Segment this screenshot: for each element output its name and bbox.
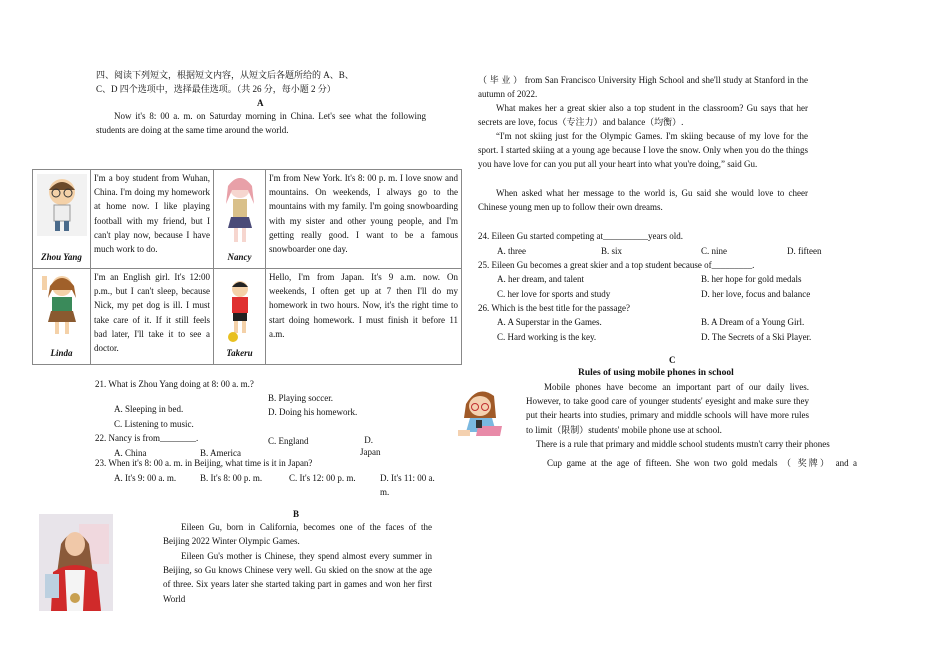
- question-21-option-b[interactable]: B. Playing soccer.: [268, 393, 333, 403]
- question-23-stem: 23. When it's 8: 00 a. m. in Beijing, what time is it in Japan?: [95, 458, 313, 468]
- section-header-line1: 四、阅读下列短文，根据短文内容，从短文后各题所给的 A、B、: [96, 70, 354, 80]
- student-cell-zhou-yang: [33, 170, 91, 269]
- passage-b-paragraph: When asked what her message to the world is, Gu said she would love to cheer Chinese young men up to follow their own dreams.: [478, 188, 808, 213]
- question-24-stem: 24. Eileen Gu started competing at__________years old.: [478, 231, 683, 241]
- question-21-option-c[interactable]: C. Listening to music.: [114, 419, 194, 429]
- question-26-option-b[interactable]: B. A Dream of a Young Girl.: [701, 317, 805, 327]
- question-22-option-b[interactable]: B. America: [200, 448, 241, 458]
- question-23-option-a[interactable]: A. It's 9: 00 a. m.: [114, 473, 177, 483]
- student-cell-nancy: [214, 170, 266, 269]
- passage-b-paragraph: Eileen Gu's mother is Chinese, they spend almost every summer in Beijing, so Gu knows Chinese very well. Gu skied on the snow at the age of three. Six years later she started taking part in games and won her first World: [163, 551, 432, 604]
- question-26-stem: 26. Which is the best title for the passage?: [478, 303, 631, 313]
- question-22-option-c[interactable]: C. England: [268, 436, 309, 446]
- question-25-option-a[interactable]: A. her dream, and talent: [497, 274, 584, 284]
- student-text: I'm a boy student from Wuhan, China. I'm doing my homework at home now. I like playing football with my friend, but I can't play now, because I have much work to do.: [91, 170, 214, 269]
- boy-football-cartoon-icon: [225, 279, 255, 343]
- question-26-option-c[interactable]: C. Hard working is the key.: [497, 332, 597, 342]
- students-table: [32, 169, 462, 365]
- boy-cartoon-icon: [37, 174, 87, 236]
- passage-b-paragraph: “I'm not skiing just for the Olympic Games. I'm skiing because of my love for the sport. I started skiing at a young age because I love the snow. Only when you do the things you have love for can you put all your heart into what you're doing,” said Gu.: [478, 131, 808, 170]
- question-22-option-d[interactable]: D. Japan: [360, 435, 381, 457]
- student-name: Nancy: [227, 251, 252, 262]
- passage-b-continuation: Cup game at the age of fifteen. She won two gold medals （ 奖牌） and a: [547, 458, 857, 468]
- student-name: Zhou Yang: [41, 251, 82, 262]
- question-21-stem: 21. What is Zhou Yang doing at 8: 00 a. m.?: [95, 379, 254, 389]
- passage-c-label: C: [669, 355, 676, 365]
- student-cell-linda: [33, 269, 91, 365]
- student-name: Linda: [50, 347, 73, 358]
- eileen-gu-photo: [39, 514, 113, 611]
- passage-b-label: B: [293, 509, 300, 519]
- passage-c-title: Rules of using mobile phones in school: [578, 368, 734, 378]
- girl-cartoon-icon: [222, 174, 258, 246]
- question-23-option-b[interactable]: B. It's 8: 00 p. m.: [200, 473, 263, 483]
- student-text: Hello, I'm from Japan. It's 9 a.m. now. On weekends, I often get up at 7 then I'll do my homework in two hours. Now, it's the right time to start doing homework. I must finish it before 11 a.m.: [266, 269, 462, 365]
- question-23-option-c[interactable]: C. It's 12: 00 p. m.: [289, 473, 356, 483]
- question-25-option-d[interactable]: D. her love, focus and balance: [701, 289, 811, 299]
- question-22-stem: 22. Nancy is from________.: [95, 433, 199, 443]
- student-name: Takeru: [226, 347, 253, 358]
- question-25-option-b[interactable]: B. her hope for gold medals: [701, 274, 802, 284]
- question-23-option-d[interactable]: D. It's 11: 00 a. m.: [380, 473, 435, 498]
- question-24-option-b[interactable]: B. six: [601, 246, 623, 256]
- question-21-option-d[interactable]: D. Doing his homework.: [268, 407, 358, 417]
- question-25-option-c[interactable]: C. her love for sports and study: [497, 289, 611, 299]
- question-24-option-a[interactable]: A. three: [497, 246, 526, 256]
- passage-b-paragraph: What makes her a great skier also a top student in the classroom? Gu says that her secrets are love, focus（专注力）and balance（均衡）.: [478, 103, 808, 128]
- passage-a-intro: Now it's 8: 00 a. m. on Saturday morning in China. Let's see what the following students are doing at the same time around the world.: [96, 111, 426, 136]
- question-24-option-d[interactable]: D. fifteen: [787, 246, 822, 256]
- student-text: I'm from New York. It's 8: 00 p. m. I love snow and mountains. On weekends, I always go to the mountains with my family. I'm going snowboarding with my sister and other young people, and I'm getting really good. I want to be a famous snowboarder one day.: [266, 170, 462, 269]
- passage-b-paragraph: Eileen Gu, born in California, becomes one of the faces of the Beijing 2022 Winter Olympic Games.: [163, 522, 432, 547]
- student-text: I'm an English girl. It's 12:00 p.m., but I can't sleep, because Nick, my pet dog is ill. I must take care of it. If it still feels bad later, I'll take it to see a doctor.: [91, 269, 214, 365]
- question-21-option-a[interactable]: A. Sleeping in bed.: [114, 404, 184, 414]
- passage-c-paragraph: There is a rule that primary and middle school students mustn't carry their phones: [536, 439, 830, 449]
- question-22-option-a[interactable]: A. China: [114, 448, 147, 458]
- girl-waving-cartoon-icon: [42, 272, 82, 338]
- section-header-line2: C、D 四个选项中，选择最佳选项。（共 26 分，每小题 2 分）: [96, 84, 336, 95]
- question-26-option-d[interactable]: D. The Secrets of a Ski Player.: [701, 332, 812, 342]
- question-25-stem: 25. Eileen Gu becomes a great skier and a top student because of_________.: [478, 260, 755, 270]
- question-24-option-c[interactable]: C. nine: [701, 246, 727, 256]
- student-cell-takeru: [214, 269, 266, 365]
- passage-c-paragraph: Mobile phones have become an important part of our daily lives. However, to take good care of younger students' eyesight and make sure they put their hearts into studies, primary and middle schools will have more rules to limit（限制）students' mobile phone use at school.: [526, 382, 809, 435]
- question-26-option-a[interactable]: A. A Superstar in the Games.: [497, 317, 602, 327]
- passage-a-label: A: [257, 98, 264, 108]
- passage-b-paragraph: （ 毕 业 ） from San Francisco University High School and she'll study at Stanford in the autumn of 2022.: [478, 75, 808, 100]
- girl-with-phone-icon: [456, 382, 506, 440]
- section-header: [96, 68, 456, 96]
